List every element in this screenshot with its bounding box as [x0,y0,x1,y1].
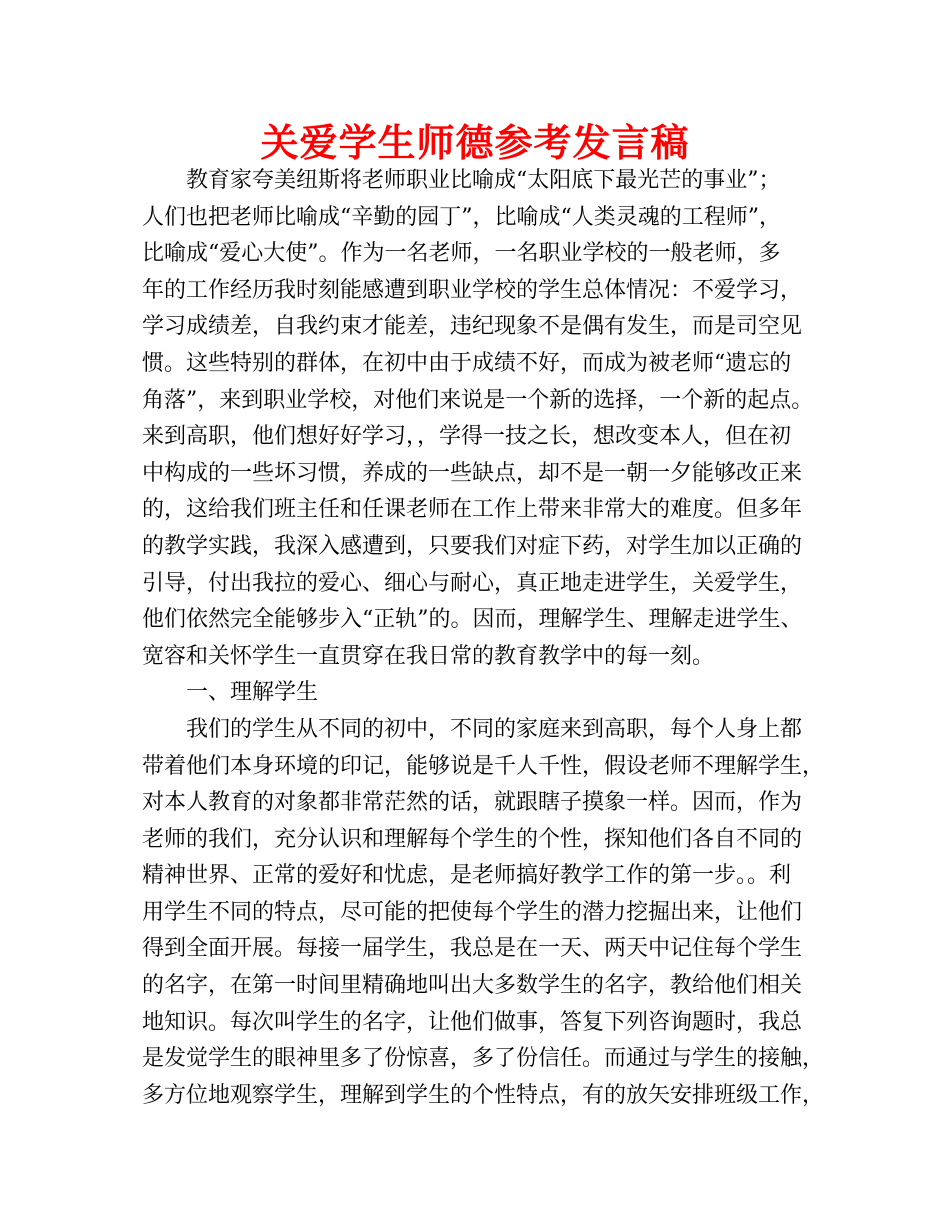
text-line: 老师的我们，充分认识和理解每个学生的个性，探知他们各自不同的 [142,826,803,852]
text-line: 来到高职，他们想好好学习，，学得一技之长，想改变本人，但在初 [142,424,792,450]
text-line: 地知识。每次叫学生的名字，让他们做事，答复下列咨询题时，我总 [142,1009,803,1035]
text-line: 年的工作经历我时刻能感遭到职业学校的学生总体情况：不爱学习， [142,277,803,303]
text-line: 得到全面开展。每接一届学生，我总是在一天、两天中记住每个学生 [142,936,803,962]
text-line: 教育家夸美纽斯将老师职业比喻成“太阳底下最光芒的事业”； [186,168,781,193]
text-line: 精神世界、正常的爱好和忧虑，是老师搞好教学工作的第一步。。利 [142,863,792,889]
text-line: 学习成绩差，自我约束才能差，违纪现象不是偶有发生，而是司空见 [142,314,803,340]
text-line: 我们的学生从不同的初中，不同的家庭来到高职，每个人身上都 [186,716,803,742]
document-body [142,163,828,1114]
text-line: 引导，付出我拉的爱心、细心与耐心，真正地走进学生，关爱学生， [142,570,803,596]
text-line: 人们也把老师比喻成“辛勤的园丁”，比喻成“人类灵魂的工程师”， [142,204,781,230]
text-line: 他们依然完全能够步入“正轨”的。因而，理解学生、理解走进学生、 [142,607,803,633]
text-line: 惯。这些特别的群体，在初中由于成绩不好，而成为被老师“遗忘的 [142,350,792,376]
text-line: 对本人教育的对象都非常茫然的话，就跟瞎子摸象一样。因而，作为 [142,790,803,816]
text-line: 是发觉学生的眼神里多了份惊喜，多了份信任。而通过与学生的接触， [142,1046,825,1072]
text-line: 用学生不同的特点，尽可能的把使每个学生的潜力挖掘出来，让他们 [142,899,803,925]
text-line: 角落”，来到职业学校，对他们来说是一个新的选择，一个新的起点。 [142,387,814,413]
document-title: 关爱学生师德参考发言稿 [260,121,690,165]
text-line: 多方位地观察学生，理解到学生的个性特点，有的放矢安排班级工作， [142,1082,825,1108]
text-line: 带着他们本身环境的印记，能够说是千人千性，假设老师不理解学生， [142,753,825,779]
text-line: 宽容和关怀学生一直贯穿在我日常的教育教学中的每一刻。 [142,643,715,669]
text-line: 的，这给我们班主任和任课老师在工作上带来非常大的难度。但多年 [142,497,803,523]
text-line: 中构成的一些坏习惯，养成的一些缺点，却不是一朝一夕能够改正来 [142,460,803,486]
text-line: 的名字，在第一时间里精确地叫出大多数学生的名字，教给他们相关 [142,973,803,999]
text-line: 一、理解学生 [186,680,319,706]
text-line: 的教学实践，我深入感遭到，只要我们对症下药，对学生加以正确的 [142,533,803,559]
text-line: 比喻成“爱心大使”。作为一名老师，一名职业学校的一般老师，多 [142,241,781,267]
